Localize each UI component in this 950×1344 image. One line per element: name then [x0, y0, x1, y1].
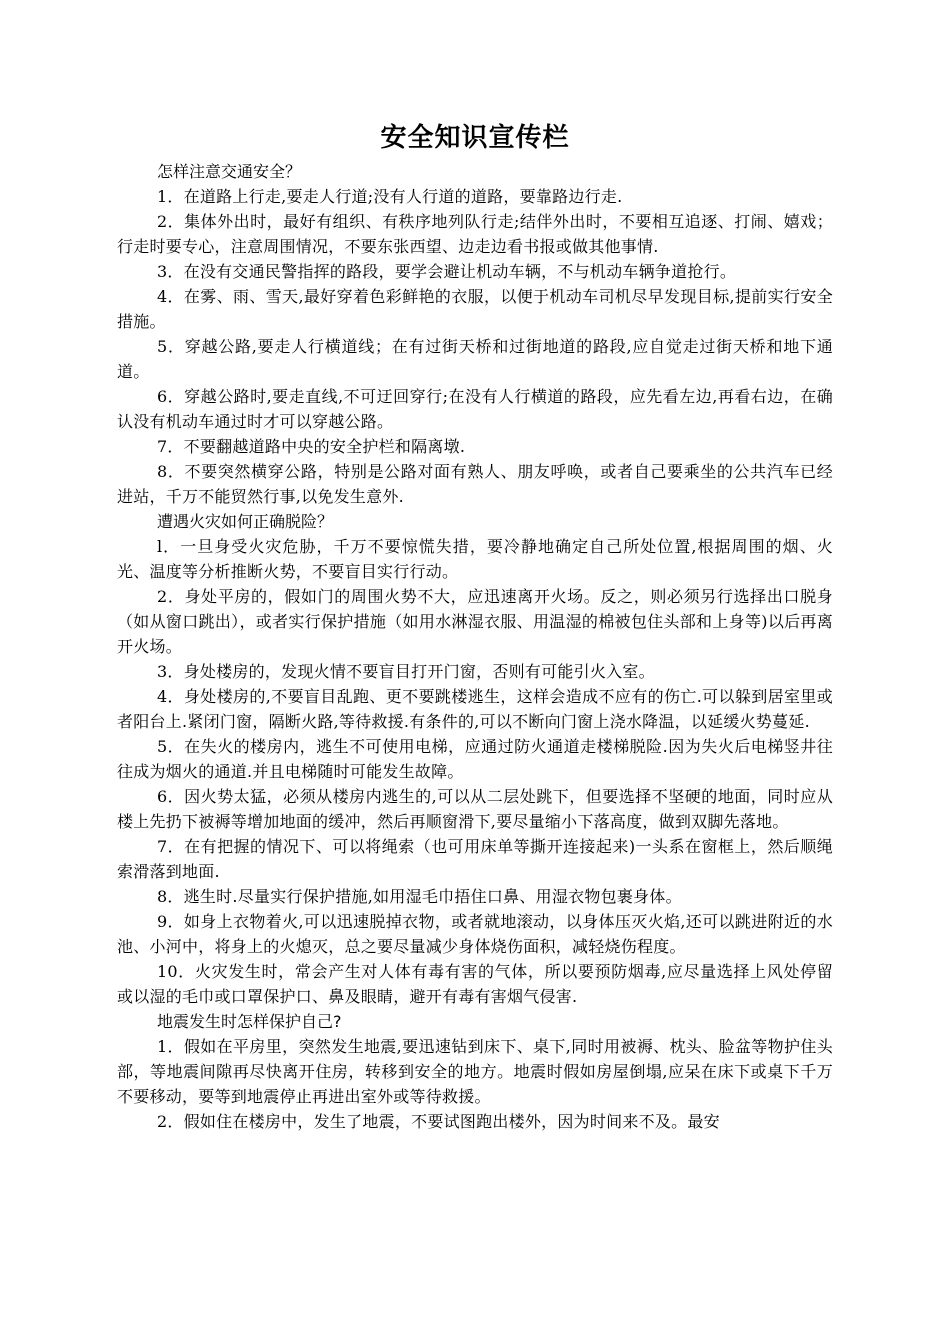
fire-item-5: 5．在失火的楼房内，逃生不可使用电梯，应通过防火通道走楼梯脱险.因为失火后电梯竖井往往成为烟火的通道.并且电梯随时可能发生故障。 — [117, 737, 833, 781]
fire-item-10: 10．火灾发生时，常会产生对人体有毒有害的气体，所以要预防烟毒,应尽量选择上风处停留或以湿的毛巾或口罩保护口、鼻及眼睛，避开有毒有害烟气侵害. — [117, 962, 833, 1006]
section-heading-fire: 遭遇火灾如何正确脱险？ — [157, 512, 334, 531]
traffic-item-7: 7．不要翻越道路中央的安全护栏和隔离墩. — [157, 437, 466, 456]
traffic-item-6: 6．穿越公路时,要走直线,不可迂回穿行;在没有人行横道的路段，应先看左边,再看右边，在确认没有机动车通过时才可以穿越公路。 — [117, 387, 833, 431]
section-heading-traffic: 怎样注意交通安全？ — [157, 162, 302, 181]
traffic-item-1: 1．在道路上行走,要走人行道;没有人行道的道路，要靠路边行走. — [157, 187, 623, 206]
traffic-item-3: 3．在没有交通民警指挥的路段，要学会避让机动车辆，不与机动车辆争道抢行。 — [157, 262, 737, 281]
traffic-item-2: 2．集体外出时，最好有组织、有秩序地列队行走;结伴外出时，不要相互追逐、打闹、嬉戏；行走时要专心，注意周围情况，不要东张西望、边走边看书报或做其他事情. — [117, 212, 833, 256]
traffic-item-4: 4．在雾、雨、雪天,最好穿着色彩鲜艳的衣服，以便于机动车司机尽早发现目标,提前实行安全措施。 — [117, 287, 833, 331]
fire-item-2: 2．身处平房的，假如门的周围火势不大，应迅速离开火场。反之，则必须另行选择出口脱身（如从窗口跳出），或者实行保护措施（如用水淋湿衣服、用温湿的棉被包住头部和上身等)以后再离开火场。 — [117, 587, 833, 656]
document-body — [117, 159, 833, 1134]
page-title: 安全知识宣传栏 — [380, 123, 570, 153]
traffic-item-8: 8．不要突然横穿公路，特别是公路对面有熟人、朋友呼唤，或者自己要乘坐的公共汽车已经进站，千万不能贸然行事,以免发生意外. — [117, 462, 833, 506]
fire-item-6: 6．因火势太猛，必须从楼房内逃生的,可以从二层处跳下，但要选择不坚硬的地面，同时应从楼上先扔下被褥等增加地面的缓冲，然后再顺窗滑下,要尽量缩小下落高度，做到双脚先落地。 — [117, 787, 833, 831]
traffic-item-5: 5．穿越公路,要走人行横道线；在有过街天桥和过街地道的路段,应自觉走过街天桥和地下通道。 — [117, 337, 833, 381]
fire-item-7: 7．在有把握的情况下、可以将绳索（也可用床单等撕开连接起来)一头系在窗框上，然后顺绳索滑落到地面. — [117, 837, 833, 881]
section-heading-earthquake: 地震发生时怎样保护自己? — [157, 1012, 342, 1031]
fire-item-3: 3．身处楼房的，发现火情不要盲目打开门窗，否则有可能引火入室。 — [157, 662, 655, 681]
fire-item-1: l．一旦身受火灾危胁，千万不要惊慌失措，要冷静地确定自己所处位置,根据周围的烟、火光、温度等分析推断火势，不要盲目实行行动。 — [117, 537, 833, 581]
earthquake-item-2: 2．假如住在楼房中，发生了地震，不要试图跑出楼外，因为时间来不及。最安 — [157, 1112, 720, 1131]
fire-item-8: 8．逃生时.尽量实行保护措施,如用湿毛巾捂住口鼻、用湿衣物包裹身体。 — [157, 887, 682, 906]
earthquake-item-1: 1．假如在平房里，突然发生地震,要迅速钻到床下、桌下,同时用被褥、枕头、脸盆等物护住头部，等地震间隙再尽快离开住房，转移到安全的地方。地震时假如房屋倒塌,应呆在床下或桌下千万不要移动，要等到地震停止再进出室外或等待救援。 — [117, 1037, 833, 1106]
fire-item-9: 9．如身上衣物着火,可以迅速脱掉衣物，或者就地滚动，以身体压灭火焰,还可以跳进附近的水池、小河中，将身上的火熄灭，总之要尽量减少身体烧伤面积，减轻烧伤程度。 — [117, 912, 833, 956]
fire-item-4: 4．身处楼房的,不要盲目乱跑、更不要跳楼逃生，这样会造成不应有的伤亡.可以躲到居室里或者阳台上.紧闭门窗，隔断火路,等待救援.有条件的,可以不断向门窗上浇水降温，以延缓火势蔓延. — [117, 687, 833, 731]
